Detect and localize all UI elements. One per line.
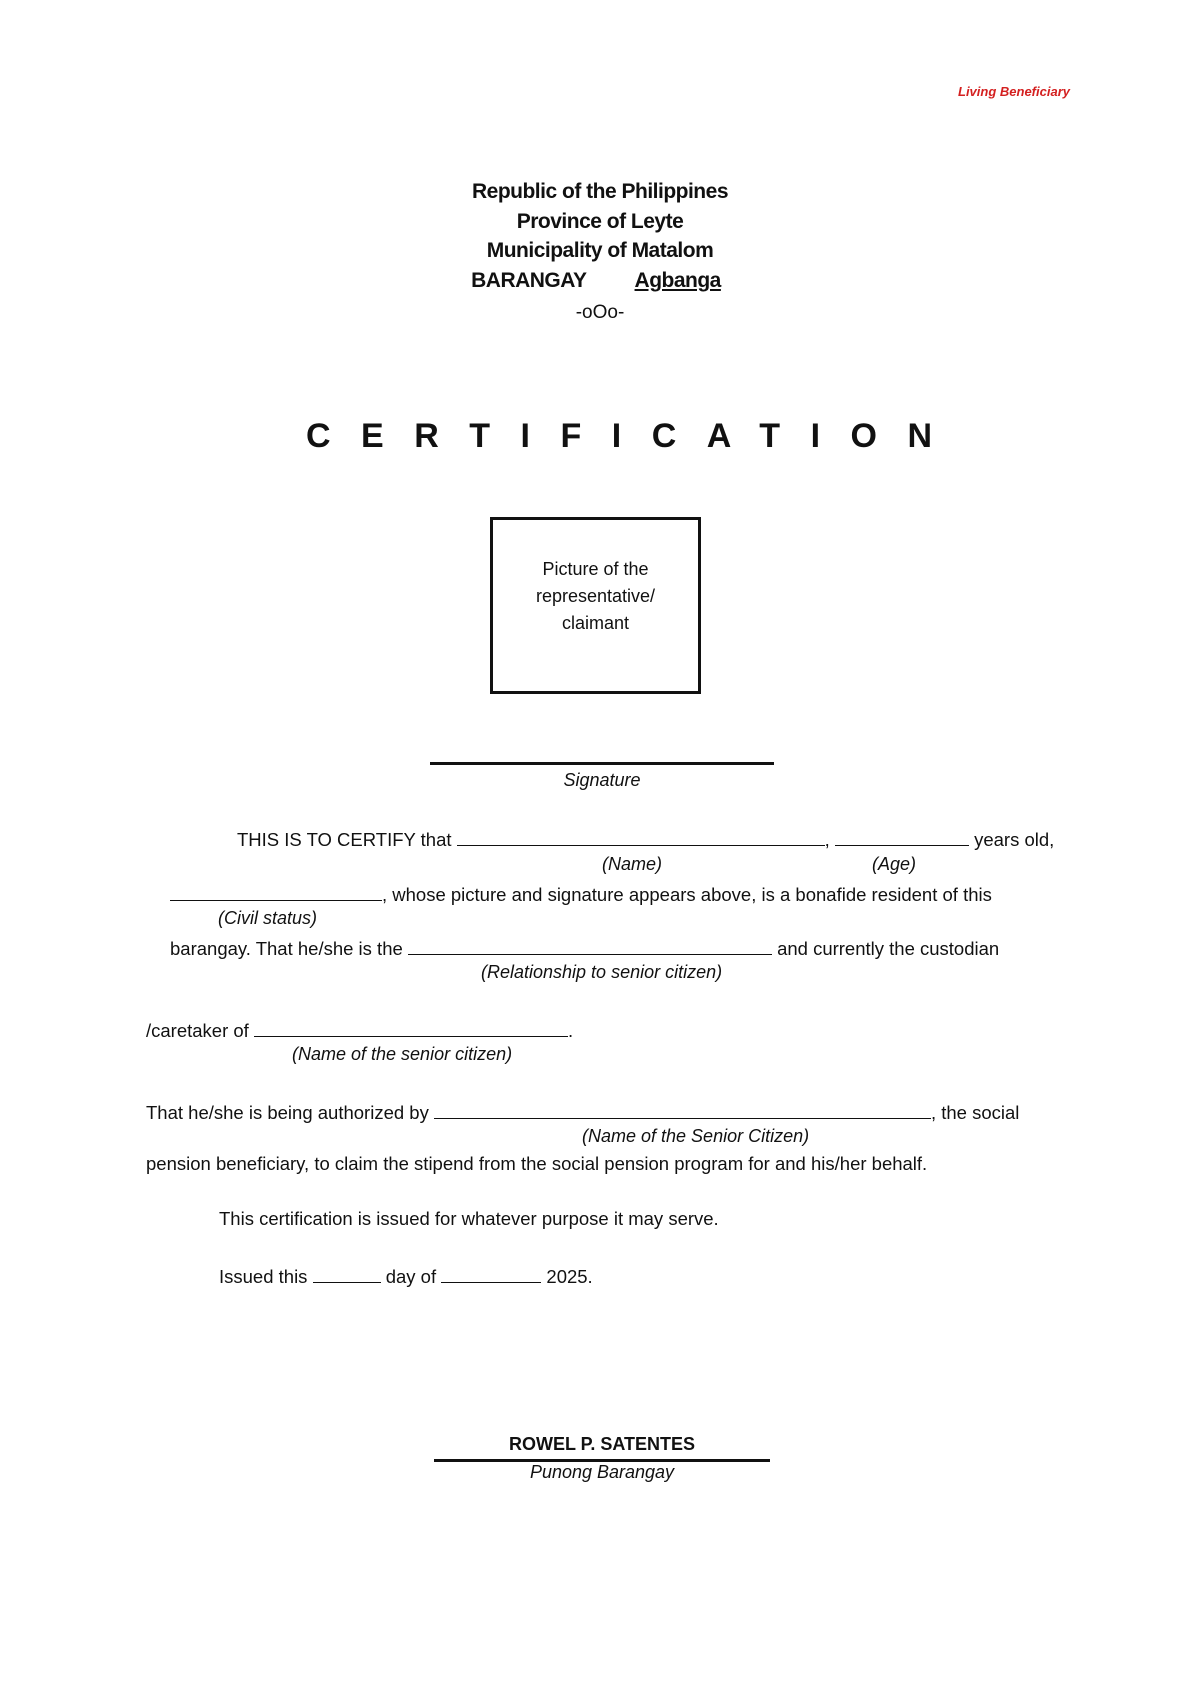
- day-of-text: day of: [385, 1266, 437, 1287]
- senior-name-caption: (Name of the senior citizen): [292, 1044, 513, 1064]
- living-beneficiary-tag: Living Beneficiary: [958, 84, 1070, 99]
- year-text: 2025.: [546, 1266, 593, 1287]
- senior-name-caption-2: (Name of the Senior Citizen): [582, 1126, 810, 1146]
- caretaker-line: /caretaker of .: [146, 1017, 573, 1042]
- senior-name-blank: [254, 1017, 568, 1037]
- barangay-value: Agbanga: [634, 269, 721, 292]
- relationship-line: [170, 935, 999, 960]
- day-blank: [313, 1263, 381, 1283]
- civil-status-caption: (Civil status): [218, 908, 318, 928]
- signature-line: [430, 762, 774, 765]
- certify-line: THIS IS TO CERTIFY that , years old,: [237, 826, 1054, 851]
- header-republic: Republic of the Philippines: [471, 180, 728, 203]
- signature-caption: Signature: [563, 770, 641, 790]
- custodian-text: and currently the custodian: [777, 938, 1000, 959]
- name-caption: (Name): [602, 854, 663, 874]
- years-old-text: years old,: [974, 829, 1055, 850]
- issued-line: [219, 1263, 593, 1288]
- civil-status-blank: [170, 881, 382, 901]
- photo-box-label: Picture of the representative/ claimant: [535, 559, 656, 633]
- document-title: CERTIFICATION: [306, 417, 963, 455]
- header-ornament: -oOo-: [575, 302, 625, 323]
- barangay-that-text: barangay. That he/she is the: [170, 938, 403, 959]
- the-social-text: , the social: [930, 1102, 1020, 1123]
- authorized-line: [146, 1099, 1019, 1124]
- header-province: Province of Leyte: [516, 210, 684, 233]
- signatory-name: ROWEL P. SATENTES: [508, 1434, 696, 1454]
- purpose-line: This certification is issued for whatever purpose it may serve.: [219, 1208, 719, 1229]
- relationship-caption: (Relationship to senior citizen): [481, 962, 723, 982]
- signatory-position: Punong Barangay: [529, 1462, 675, 1482]
- header-municipality: Municipality of Matalom: [486, 239, 714, 262]
- age-blank: [835, 826, 969, 846]
- barangay-label: BARANGAY: [471, 269, 587, 292]
- certify-prefix: THIS IS TO CERTIFY that: [237, 829, 452, 850]
- civil-status-line: [170, 881, 992, 906]
- name-blank: [457, 826, 825, 846]
- authorizer-blank: [434, 1099, 931, 1119]
- caretaker-of-text: /caretaker of: [146, 1020, 249, 1041]
- header-barangay: [0, 269, 1200, 293]
- month-blank: [441, 1263, 541, 1283]
- pension-line: pension beneficiary, to claim the stipend from the social pension program for and his/her behalf.: [146, 1153, 928, 1174]
- authorized-by-text: That he/she is being authorized by: [146, 1102, 429, 1123]
- age-caption: (Age): [872, 854, 917, 874]
- issued-this-text: Issued this: [219, 1266, 308, 1287]
- relationship-blank: [408, 935, 772, 955]
- whose-picture-text: , whose picture and signature appears above, is a bonafide resident of this: [382, 884, 992, 905]
- photo-box: [490, 517, 701, 694]
